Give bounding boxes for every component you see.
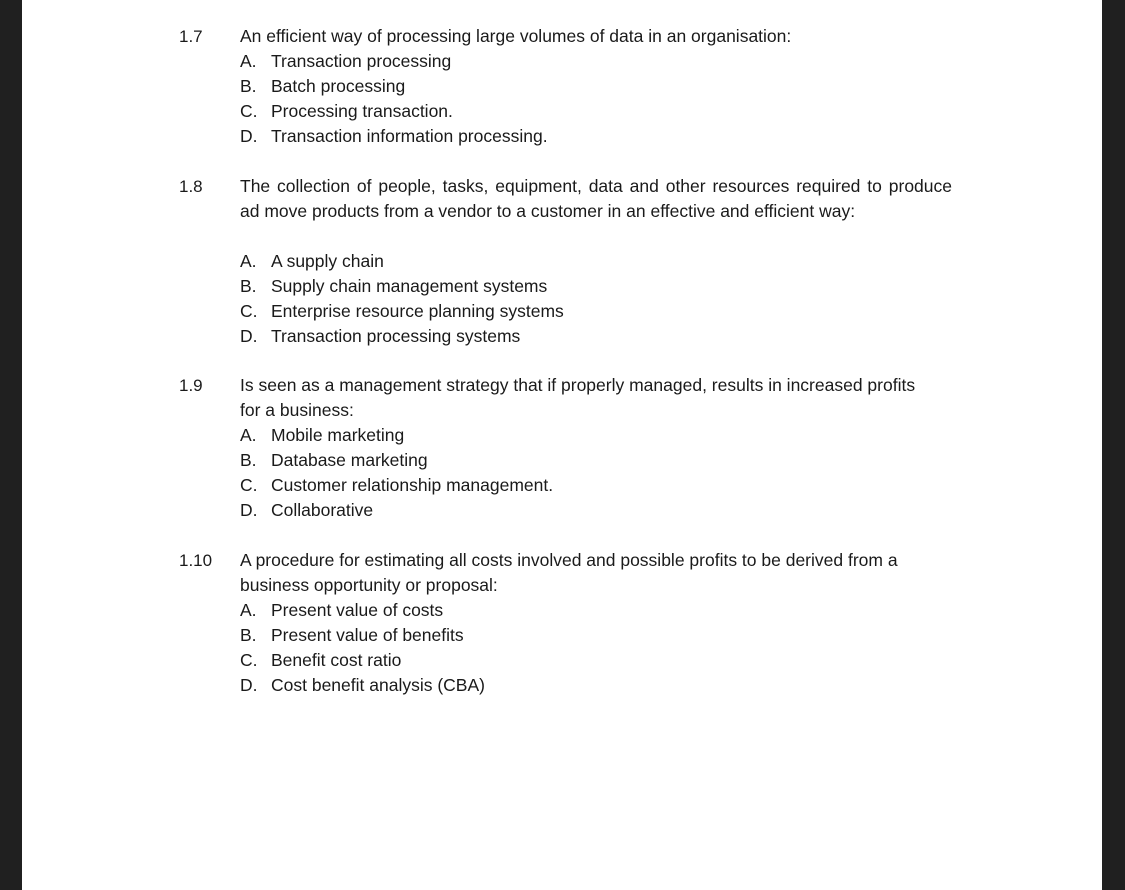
question-number: 1.7 <box>179 27 203 46</box>
option-text: Processing transaction. <box>271 101 453 121</box>
option-text: Cost benefit analysis (CBA) <box>271 675 485 695</box>
option-letter: C. <box>240 650 258 670</box>
option-list <box>240 49 548 149</box>
option-text: Transaction processing <box>271 51 452 71</box>
option-b <box>240 623 485 648</box>
option-letter: C. <box>240 475 258 495</box>
option-text: Mobile marketing <box>271 425 405 445</box>
option-d <box>240 324 564 349</box>
option-letter: A. <box>240 425 257 445</box>
option-letter: A. <box>240 51 257 71</box>
option-c <box>240 299 564 324</box>
question-number: 1.8 <box>179 177 203 196</box>
option-letter: B. <box>240 76 257 96</box>
option-letter: A. <box>240 600 257 620</box>
option-list <box>240 249 564 349</box>
option-b <box>240 274 564 299</box>
option-text: Benefit cost ratio <box>271 650 402 670</box>
question-number: 1.9 <box>179 376 203 395</box>
option-d <box>240 124 548 149</box>
question-text: An efficient way of processing large volumes of data in an organisation: <box>240 26 792 46</box>
option-list <box>240 598 485 698</box>
option-b <box>240 448 553 473</box>
option-a <box>240 598 485 623</box>
option-text: Collaborative <box>271 500 374 520</box>
option-letter: D. <box>240 326 258 346</box>
option-text: A supply chain <box>271 251 384 271</box>
option-letter: C. <box>240 101 258 121</box>
question-text: The collection of people, tasks, equipment, data and other resources required to produce ad move products from a vendor to a customer in an effective and efficient way: <box>240 176 952 221</box>
option-d <box>240 673 485 698</box>
option-a <box>240 423 553 448</box>
option-letter: B. <box>240 450 257 470</box>
option-b <box>240 74 548 99</box>
option-letter: D. <box>240 675 258 695</box>
question-text: A procedure for estimating all costs involved and possible profits to be derived from a business opportunity or proposal: <box>240 550 898 595</box>
option-d <box>240 498 553 523</box>
question-number: 1.10 <box>179 551 213 570</box>
document-page <box>22 0 1102 890</box>
option-letter: B. <box>240 276 257 296</box>
question-text: Is seen as a management strategy that if properly managed, results in increased profits for a business: <box>240 375 916 420</box>
option-letter: D. <box>240 126 258 146</box>
option-c <box>240 648 485 673</box>
option-text: Present value of benefits <box>271 625 464 645</box>
option-text: Customer relationship management. <box>271 475 554 495</box>
option-text: Enterprise resource planning systems <box>271 301 564 321</box>
option-text: Present value of costs <box>271 600 444 620</box>
option-letter: D. <box>240 500 258 520</box>
option-text: Transaction information processing. <box>271 126 548 146</box>
option-a <box>240 249 564 274</box>
option-list <box>240 423 553 523</box>
option-c <box>240 99 548 124</box>
option-text: Transaction processing systems <box>271 326 521 346</box>
option-text: Batch processing <box>271 76 406 96</box>
option-letter: B. <box>240 625 257 645</box>
option-letter: C. <box>240 301 258 321</box>
option-a <box>240 49 548 74</box>
option-text: Supply chain management systems <box>271 276 548 296</box>
option-text: Database marketing <box>271 450 428 470</box>
option-letter: A. <box>240 251 257 271</box>
option-c <box>240 473 553 498</box>
